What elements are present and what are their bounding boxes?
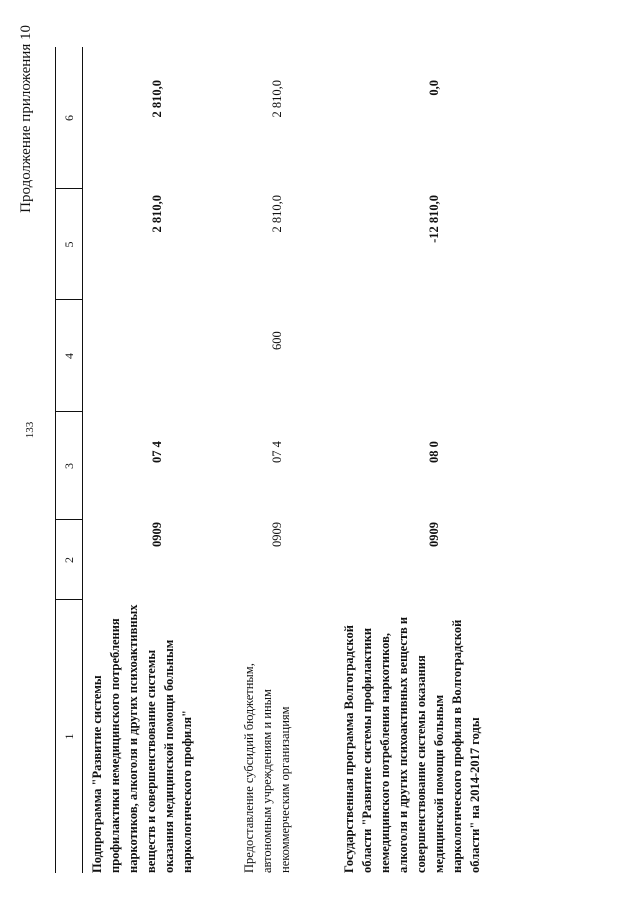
row-2-col-2: 0909 (270, 522, 284, 547)
column-number-5: 5 (62, 241, 76, 248)
row-1-col-3: 07 4 (150, 441, 164, 463)
table-header-rule (82, 47, 83, 873)
row-1-description: Подпрограмма "Развитие системы профилактики немедицинского потребления наркотиков, алкоголя и других психоактивных веществ и совершенствование системы оказания медицинской помощи больным наркологического профиля" (90, 604, 194, 873)
row-2-col-6: 2 810,0 (270, 80, 284, 118)
column-number-1: 1 (62, 733, 76, 740)
column-number-4: 4 (62, 353, 76, 359)
row-3-col-5: -12 810,0 (427, 195, 441, 243)
column-number-2: 2 (62, 557, 76, 563)
row-2-col-4: 600 (270, 331, 284, 350)
column-number-3: 3 (62, 463, 76, 469)
row-1-col-2: 0909 (150, 522, 164, 547)
page-number: 133 (24, 421, 36, 439)
row-1-col-6: 2 810,0 (150, 80, 164, 118)
column-number-6: 6 (62, 115, 76, 121)
table-top-rule (55, 47, 56, 873)
row-1-col-5: 2 810,0 (150, 195, 164, 233)
row-2-description: Предоставление субсидий бюджетным, автономным учреждениям и иным некоммерческим организациям (242, 663, 292, 873)
row-3-col-6: 0,0 (427, 80, 441, 96)
row-2-col-5: 2 810,0 (270, 195, 284, 233)
row-2-col-3: 07 4 (270, 441, 284, 463)
row-3-col-3: 08 0 (427, 441, 441, 463)
row-3-col-2: 0909 (427, 522, 441, 547)
row-3-description: Государственная программа Волгоградской области "Развитие системы профилактики немедицинского потребления наркотиков, алкоголя и других психоактивных веществ и совершенствование системы оказания медицинской помощи больным наркологического профиля в Волгоградской области" на 2014-2017 годы (342, 616, 482, 873)
continuation-label: Продолжение приложения 10 (18, 25, 34, 213)
